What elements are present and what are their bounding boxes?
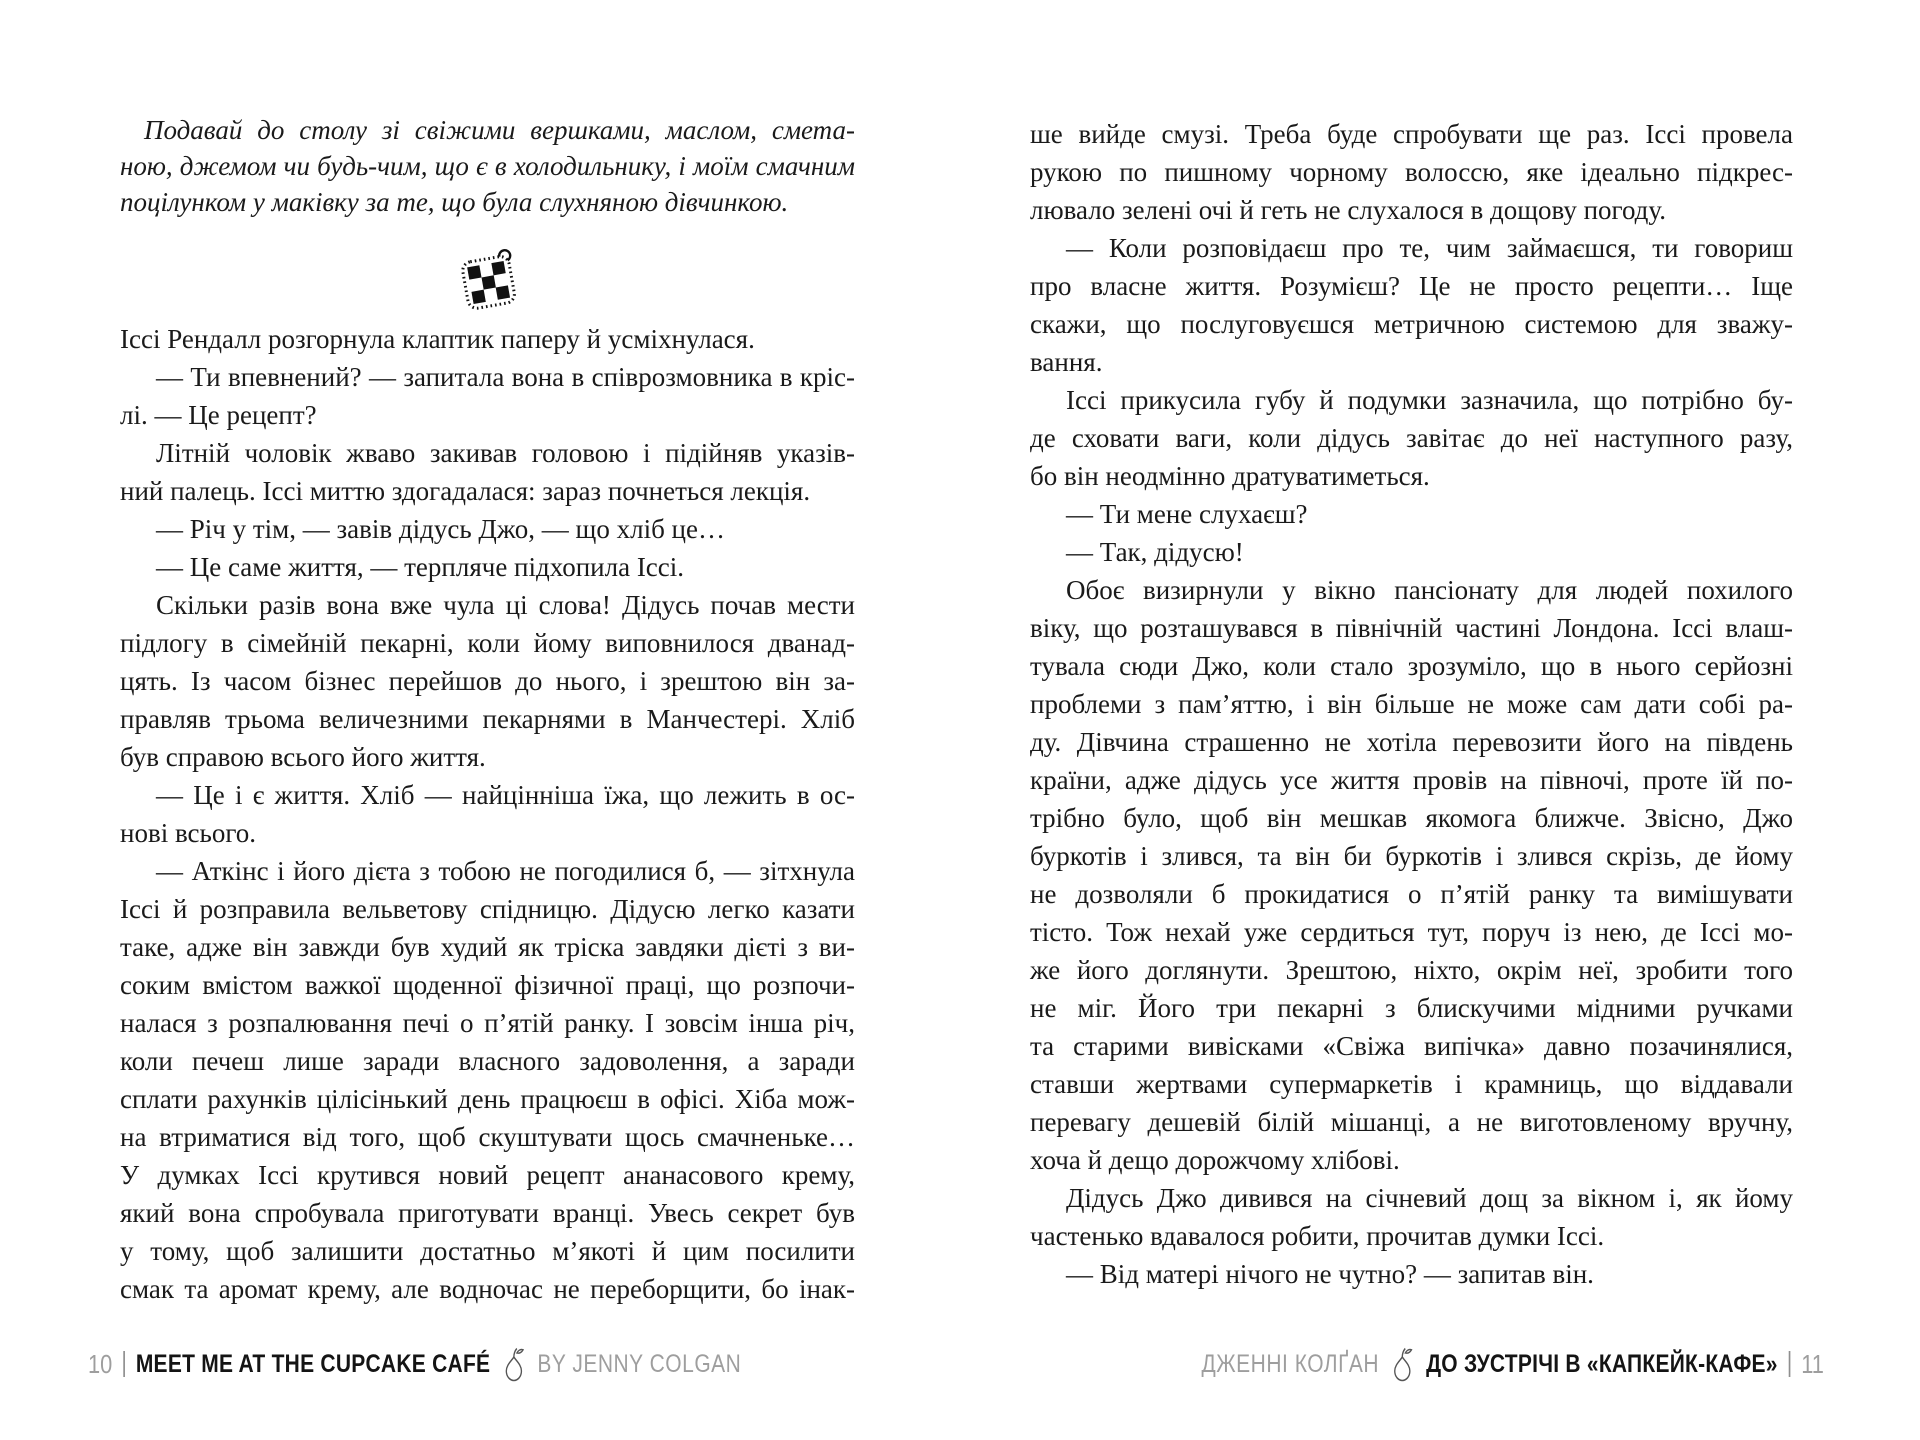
text-line: — Річ у тім, — завів дідусь Джо, — що хліб це… <box>156 514 725 544</box>
paragraph <box>1030 571 1793 1179</box>
text-line: не міг. Його три пекарні з блискучими мідними ручками <box>1030 993 1793 1023</box>
paragraph <box>120 510 855 548</box>
text-line: смак та аромат крему, але водночас не переборщити, бо інак- <box>120 1274 855 1304</box>
text-line: налася з розпалювання печі о п’ятій ранку. І зовсім інша річ, <box>120 1008 855 1038</box>
text-line: перевагу дешевій білій мішанці, а не виготовленому вручну, <box>1030 1107 1793 1137</box>
text-line: на втриматися від того, щоб скуштувати щось смачненьке… <box>120 1122 855 1152</box>
text-line: Іссі й розправила вельветову спідницю. Дідусю легко казати <box>120 894 855 924</box>
text-line: — Аткінс і його дієта з тобою не погодилися б, — зітхнула <box>156 856 855 886</box>
text-line: поцілунком у маківку за те, що була слухняною дівчинкою. <box>120 187 789 217</box>
text-line: ше вийде смузі. Треба буде спробувати ще раз. Іссі провела <box>1030 119 1793 149</box>
text-line: — Ти мене слухаєш? <box>1066 499 1308 529</box>
left-running-footer <box>88 1346 741 1382</box>
text-line: ду. Дівчина страшенно не хотіла перевозити його на південь <box>1030 727 1793 757</box>
author-byline-english: BY JENNY COLGAN <box>537 1349 742 1378</box>
paragraph <box>1030 381 1793 495</box>
text-line: ний палець. Іссі миттю здогадалася: зараз почнеться лекція. <box>120 476 811 506</box>
paragraph <box>120 586 855 776</box>
text-line: частенько вдавалося робити, прочитав думки Іссі. <box>1030 1221 1605 1251</box>
text-line: лі. — Це рецепт? <box>120 400 317 430</box>
section-ornament <box>120 246 855 314</box>
text-line: Іссі прикусила губу й подумки зазначила, що потрібно бу- <box>1066 385 1793 415</box>
paragraph <box>120 434 855 510</box>
footer-divider <box>1789 1351 1791 1377</box>
text-line: лювало зелені очі й геть не слухалося в дощову погоду. <box>1030 195 1666 225</box>
text-line: — Від матері нічого не чутно? — запитав він. <box>1066 1259 1594 1289</box>
text-line: Обоє визирнули у вікно пансіонату для людей похилого <box>1066 575 1793 605</box>
epigraph <box>120 112 855 220</box>
page-number: 11 <box>1801 1348 1824 1379</box>
text-line: — Це саме життя, — терпляче підхопила Іссі. <box>156 552 685 582</box>
text-line: рукою по пишному чорному волоссю, яке ідеально підкрес- <box>1030 157 1793 187</box>
paragraph <box>120 320 855 358</box>
text-line: коли печеш лише заради власного задоволення, а заради <box>120 1046 855 1076</box>
text-line: країни, адже дідусь усе життя провів на півночі, проте їй по- <box>1030 765 1793 795</box>
text-line: який вона спробувала приготувати вранці. Увесь секрет був <box>120 1198 855 1228</box>
potholder-icon <box>452 246 524 314</box>
paragraph <box>120 776 855 852</box>
right-page-body <box>1030 115 1793 1293</box>
text-line: правляв трьома величезними пекарнями в Манчестері. Хліб <box>120 704 855 734</box>
text-line: про власне життя. Розумієш? Це не просто рецепти… Іще <box>1030 271 1793 301</box>
paragraph <box>1030 495 1793 533</box>
text-line: У думках Іссі крутився новий рецепт ананасового крему, <box>120 1160 855 1190</box>
text-line: сплати рахунків цілісінький день працюєш в офісі. Хіба мож- <box>120 1084 855 1114</box>
text-line: — Так, дідусю! <box>1066 537 1244 567</box>
paragraph <box>1030 1179 1793 1255</box>
page-number: 10 <box>88 1348 113 1379</box>
paragraph <box>120 358 855 434</box>
left-page <box>120 112 855 1308</box>
text-line: бо він неодмінно дратуватиметься. <box>1030 461 1430 491</box>
paragraph <box>120 548 855 586</box>
text-line: трібно було, щоб він мешкав якомога ближче. Звісно, Джо <box>1030 803 1793 833</box>
text-line: соким вмістом важкої щоденної фізичної праці, що розпочи- <box>120 970 855 1000</box>
text-line: проблеми з пам’яттю, і він більше не може сам дати собі ра- <box>1030 689 1793 719</box>
paragraph <box>1030 533 1793 571</box>
text-line: хоча й дещо дорожчому хлібові. <box>1030 1145 1400 1175</box>
book-title-ukrainian: ДО ЗУСТРІЧІ В «КАПКЕЙК-КАФЕ» <box>1426 1349 1778 1378</box>
text-line: — Коли розповідаєш про те, чим займаєшся, ти говориш <box>1066 233 1793 263</box>
text-line: тувала сюди Джо, коли стало зрозуміло, що в нього серйозні <box>1030 651 1793 681</box>
pear-icon <box>501 1346 526 1382</box>
pear-icon <box>1390 1346 1415 1382</box>
right-running-footer <box>1202 1346 1824 1382</box>
text-line: ною, джемом чи будь-чим, що є в холодильнику, і моїм смачним <box>120 151 855 181</box>
text-line: скажи, що послуговуєшся метричною системою для зважу- <box>1030 309 1793 339</box>
paragraph <box>120 852 855 1308</box>
right-page <box>1030 115 1793 1293</box>
text-line: таке, адже він завжди був худий як тріска завдяки дієті з ви- <box>120 932 855 962</box>
text-line: не дозволяли б прокидатися о п’ятій ранку та вимішувати <box>1030 879 1793 909</box>
text-line: був справою всього його життя. <box>120 742 486 772</box>
paragraph <box>120 112 855 220</box>
text-line: Подавай до столу зі свіжими вершками, маслом, смета- <box>144 115 855 145</box>
text-line: же його доглянути. Зрештою, ніхто, окрім неї, зробити того <box>1030 955 1793 985</box>
text-line: Іссі Рендалл розгорнула клаптик паперу й усміхнулася. <box>120 324 755 354</box>
footer-divider <box>123 1351 125 1377</box>
text-line: — Ти впевнений? — запитала вона в співрозмовника в кріс- <box>156 362 855 392</box>
author-name-ukrainian: ДЖЕННІ КОЛҐАН <box>1201 1349 1380 1378</box>
text-line: підлогу в сімейній пекарні, коли йому виповнилося дванад- <box>120 628 855 658</box>
text-line: тісто. Тож нехай уже сердиться тут, поруч із нею, де Іссі мо- <box>1030 917 1793 947</box>
text-line: — Це і є життя. Хліб — найцінніша їжа, що лежить в ос- <box>156 780 855 810</box>
paragraph <box>1030 115 1793 229</box>
text-line: Дідусь Джо дивився на січневий дощ за вікном і, як йому <box>1066 1183 1793 1213</box>
text-line: нові всього. <box>120 818 256 848</box>
text-line: вання. <box>1030 347 1103 377</box>
text-line: у тому, щоб залишити достатньо м’якоті й цим посилити <box>120 1236 855 1266</box>
paragraph <box>1030 1255 1793 1293</box>
paragraph <box>1030 229 1793 381</box>
text-line: де сховати ваги, коли дідусь завітає до неї наступного разу, <box>1030 423 1793 453</box>
text-line: та старими вивісками «Свіжа випічка» давно позачинялися, <box>1030 1031 1793 1061</box>
text-line: ставши жертвами супермаркетів і крамниць, що віддавали <box>1030 1069 1793 1099</box>
text-line: цять. Із часом бізнес перейшов до нього, і зрештою він за- <box>120 666 855 696</box>
text-line: буркотів і злився, та він би буркотів і злився скрізь, де йому <box>1030 841 1793 871</box>
book-title-english: MEET ME AT THE CUPCAKE CAFÉ <box>135 1349 491 1378</box>
text-line: Скільки разів вона вже чула ці слова! Дідусь почав мести <box>156 590 855 620</box>
left-page-body <box>120 320 855 1308</box>
text-line: Літній чоловік жваво закивав головою і підійняв указів- <box>156 438 855 468</box>
text-line: віку, що розташувався в північній частині Лондона. Іссі влаш- <box>1030 613 1793 643</box>
